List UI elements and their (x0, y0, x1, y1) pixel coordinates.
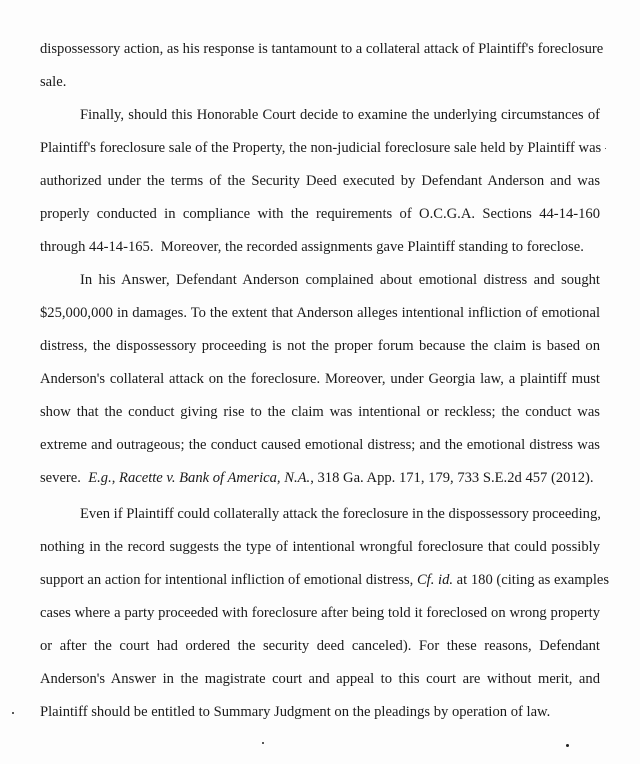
text-run: Plaintiff should be entitled to Summary Judgment on the pleadings by operation of law. (40, 704, 551, 720)
text-line (40, 172, 600, 190)
text-line (40, 703, 600, 721)
text-run: , 318 Ga. App. 171, 179, 733 S.E.2d 457 (2012). (310, 470, 594, 486)
text-line (40, 337, 600, 355)
text-line (80, 106, 600, 124)
scan-speck (12, 712, 14, 714)
scan-speck (262, 742, 264, 744)
citation-signal: E.g. (88, 470, 112, 486)
text-line (40, 604, 600, 622)
text-line (40, 436, 600, 454)
citation-signal: Cf. id. (416, 572, 454, 588)
text-run: In his Answer, Defendant Anderson complained about emotional distress and sought (80, 272, 600, 288)
text-run: Plaintiff's foreclosure sale of the Property, the non-judicial foreclosure sale held by Plaintiff was (40, 140, 602, 156)
text-run: show that the conduct giving rise to the claim was intentional or reckless; the conduct was (40, 404, 600, 420)
text-line (40, 571, 610, 589)
text-run: Even if Plaintiff could collaterally attack the foreclosure in the dispossessory proceeding, (80, 506, 601, 522)
text-line (80, 271, 600, 289)
text-line (40, 304, 600, 322)
text-run: $25,000,000 in damages. To the extent that Anderson alleges intentional infliction of emotional (40, 305, 600, 321)
text-run: authorized under the terms of the Security Deed executed by Defendant Anderson and was (40, 173, 600, 189)
text-run: or after the court had ordered the security deed canceled). For these reasons, Defendant (40, 638, 600, 654)
case-name: Racette v. Bank of America, N.A. (119, 470, 311, 486)
scan-speck (566, 744, 569, 747)
text-run: at 180 (citing as examples (453, 572, 610, 588)
text-line (40, 238, 600, 256)
text-run: Anderson's collateral attack on the foreclosure. Moreover, under Georgia law, a plaintiff must (40, 371, 600, 387)
text-line (40, 670, 600, 688)
text-line (40, 637, 600, 655)
text-line (40, 73, 600, 91)
text-run: extreme and outrageous; the conduct caused emotional distress; and the emotional distress was (40, 437, 600, 453)
text-run: dispossessory action, as his response is tantamount to a collateral attack of Plaintiff's foreclosure (40, 41, 604, 57)
text-run: Finally, should this Honorable Court decide to examine the underlying circumstances of (80, 107, 600, 123)
text-line (40, 469, 600, 487)
text-run: sale. (40, 74, 67, 90)
text-run: severe. (40, 470, 89, 486)
text-run: cases where a party proceeded with foreclosure after being told it foreclosed on wrong property (40, 605, 600, 621)
text-line (40, 205, 600, 223)
text-line (80, 505, 600, 523)
text-line (40, 40, 604, 58)
text-line (40, 403, 600, 421)
text-run: nothing in the record suggests the type of intentional wrongful foreclosure that could possibly (40, 539, 600, 555)
text-run: distress, the dispossessory proceeding is not the proper forum because the claim is based on (40, 338, 600, 354)
text-run: support an action for intentional infliction of emotional distress, (40, 572, 417, 588)
text-line (40, 139, 600, 157)
text-line (40, 538, 600, 556)
text-run: properly conducted in compliance with the requirements of O.C.G.A. Sections 44-14-160 (40, 206, 600, 222)
scan-speck (605, 148, 606, 149)
text-run: , (111, 470, 120, 486)
text-line (40, 370, 600, 388)
text-run: Anderson's Answer in the magistrate court and appeal to this court are without merit, and (40, 671, 600, 687)
text-run: through 44-14-165. Moreover, the recorded assignments gave Plaintiff standing to foreclose. (40, 239, 584, 255)
